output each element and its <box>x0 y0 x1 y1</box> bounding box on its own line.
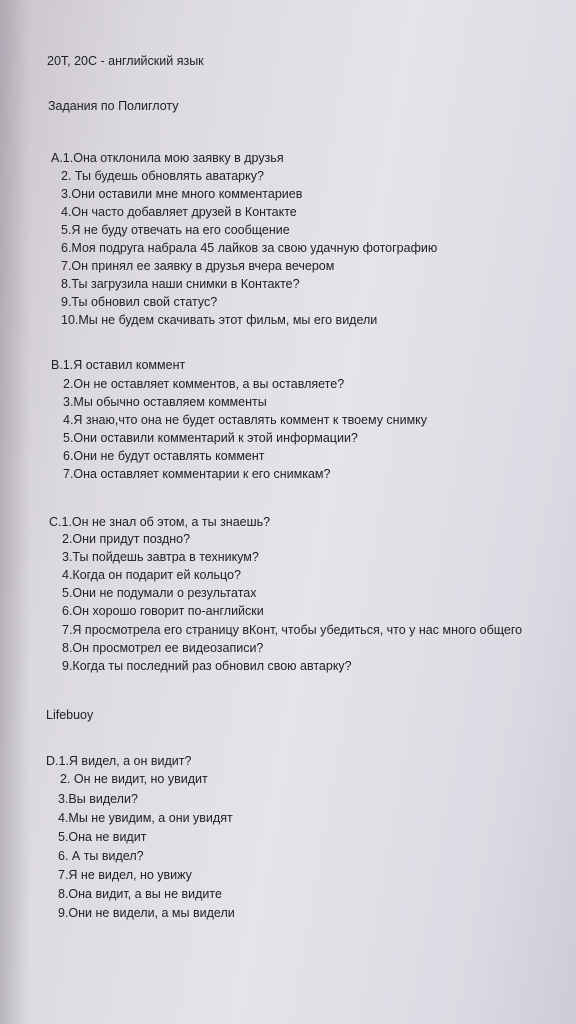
section-b-item-2: 2.Он не оставляет комментов, а вы оставляете? <box>63 377 345 391</box>
lifebuoy-heading: Lifebuoy <box>46 708 94 722</box>
section-d-item-6: 6. А ты видел? <box>58 849 144 863</box>
document-title: Задания по Полиглоту <box>48 99 179 113</box>
section-a-item-8: 8.Ты загрузила наши снимки в Контакте? <box>61 277 300 291</box>
section-a-item-5: 5.Я не буду отвечать на его сообщение <box>61 223 290 237</box>
section-a-item-3: 3.Они оставили мне много комментариев <box>61 187 303 201</box>
section-b-item-7: 7.Она оставляет комментарии к его снимкам? <box>63 467 331 481</box>
section-c-item-3: 3.Ты пойдешь завтра в техникум? <box>62 550 259 564</box>
page-shadow <box>0 0 30 1024</box>
section-a-item-4: 4.Он часто добавляет друзей в Контакте <box>61 205 297 219</box>
section-b-item-6: 6.Они не будут оставлять коммент <box>63 449 265 463</box>
section-a-item-2: 2. Ты будешь обновлять аватарку? <box>61 169 264 183</box>
section-d-item-7: 7.Я не видел, но увижу <box>58 868 192 882</box>
section-b-item-4: 4.Я знаю,что она не будет оставлять коммент к твоему снимку <box>63 413 428 427</box>
section-c-item-9: 9.Когда ты последний раз обновил свою автарку? <box>62 659 352 673</box>
section-d-item-5: 5.Она не видит <box>58 830 147 844</box>
section-d-item-9: 9.Они не видели, а мы видели <box>58 906 235 920</box>
section-d-item-3: 3.Вы видели? <box>58 792 138 806</box>
section-b-item-5: 5.Они оставили комментарий к этой информации? <box>63 431 358 445</box>
section-a-item-10: 10.Мы не будем скачивать этот фильм, мы его видели <box>61 313 378 327</box>
section-d-item-1: D.1.Я видел, а он видит? <box>46 754 192 768</box>
section-b-item-1: В.1.Я оставил коммент <box>51 358 186 372</box>
section-c-item-2: 2.Они придут поздно? <box>62 532 191 546</box>
section-c-item-1: С.1.Он не знал об этом, а ты знаешь? <box>49 515 271 529</box>
section-d-item-4: 4.Мы не увидим, а они увидят <box>58 811 233 825</box>
section-c-item-5: 5.Они не подумали о результатах <box>62 586 257 600</box>
section-c-item-4: 4.Когда он подарит ей кольцо? <box>62 568 241 582</box>
section-b-item-3: 3.Мы обычно оставляем комменты <box>63 395 267 409</box>
section-d-item-2: 2. Он не видит, но увидит <box>60 772 208 786</box>
section-c-item-7: 7.Я просмотрела его страницу вКонт, чтобы убедиться, что у нас много общего <box>62 623 523 637</box>
section-c-item-6: 6.Он хорошо говорит по-английски <box>62 604 264 618</box>
section-a-item-6: 6.Моя подруга набрала 45 лайков за свою удачную фотографию <box>61 241 438 255</box>
section-a-item-9: 9.Ты обновил свой статус? <box>61 295 218 309</box>
section-c-item-8: 8.Он просмотрел ее видеозаписи? <box>62 641 264 655</box>
section-d-item-8: 8.Она видит, а вы не видите <box>58 887 222 901</box>
section-a-item-7: 7.Он принял ее заявку в друзья вчера вечером <box>61 259 335 273</box>
section-a-item-1: А.1.Она отклонила мою заявку в друзья <box>51 151 284 165</box>
header-text: 20Т, 20С - английский язык <box>47 54 204 68</box>
